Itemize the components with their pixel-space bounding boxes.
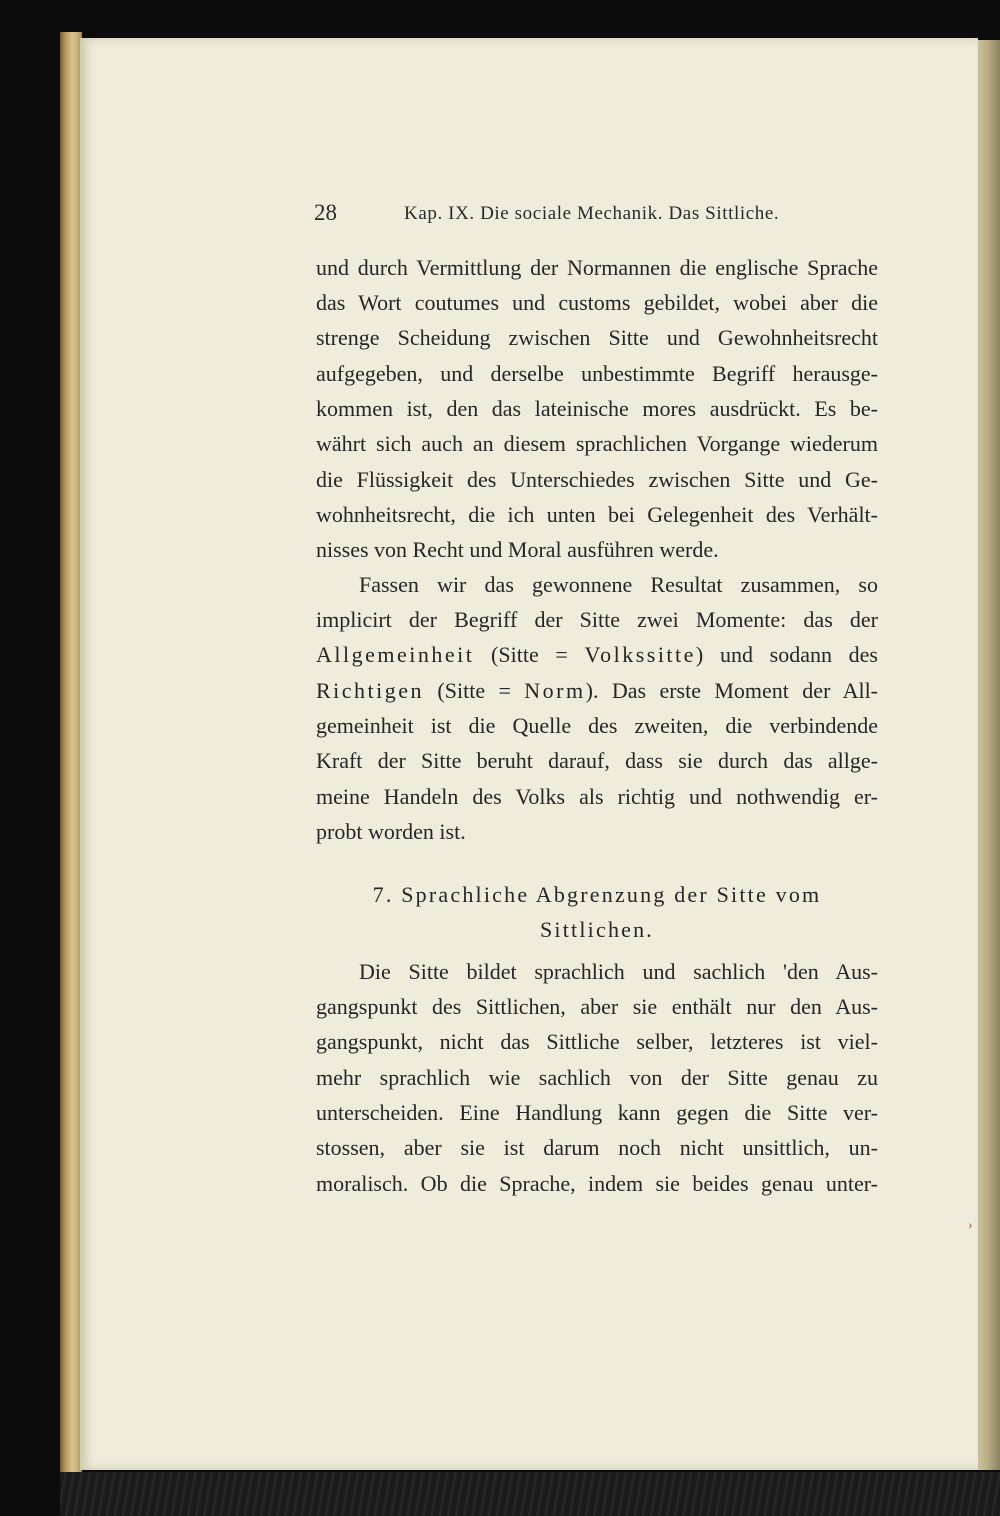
page-edges-left <box>60 32 82 1472</box>
book-binding-bottom <box>60 1472 1000 1516</box>
emphasized-term: Norm <box>524 678 586 703</box>
text-line: gangspunkt, nicht das Sittliche selber, letzteres ist viel- <box>316 1029 878 1054</box>
text-line <box>316 637 878 672</box>
text-line: und durch Vermittlung der Normannen die englische Sprache <box>316 255 878 280</box>
text-line: währt sich auch an diesem sprachlichen Vorgange wiederum <box>316 431 878 456</box>
emphasized-term: Volkssitte <box>584 642 696 667</box>
margin-mark: › <box>968 1218 973 1233</box>
inline-text: ) und sodann des <box>695 642 878 667</box>
section-heading-line-2: Sittlichen. <box>539 917 655 942</box>
text-line: Kraft der Sitte beruht darauf, dass sie durch das allge- <box>316 748 878 773</box>
emphasized-term: Allgemeinheit <box>316 642 475 667</box>
text-line: meine Handeln des Volks als richtig und nothwendig er- <box>316 784 878 809</box>
inline-text: (Sitte = <box>474 642 585 667</box>
text-line: stossen, aber sie ist darum noch nicht unsittlich, un- <box>316 1135 878 1160</box>
text-line: Fassen wir das gewonnene Resultat zusammen, so <box>359 572 878 597</box>
text-line: strenge Scheidung zwischen Sitte und Gewohnheitsrecht <box>316 325 878 350</box>
text-line: gemeinheit ist die Quelle des zweiten, die verbindende <box>316 713 878 738</box>
text-line: implicirt der Begriff der Sitte zwei Momente: das der <box>316 607 878 632</box>
text-line: die Flüssigkeit des Unterschiedes zwischen Sitte und Ge- <box>316 467 878 492</box>
text-line: probt worden ist. <box>316 819 466 844</box>
text-line: kommen ist, den das lateinische mores ausdrückt. Es be- <box>316 396 878 421</box>
emphasized-term: Richtigen <box>316 678 425 703</box>
text-line: moralisch. Ob die Sprache, indem sie beides genau unter- <box>316 1171 878 1196</box>
text-line: nisses von Recht und Moral ausführen werde. <box>316 537 719 562</box>
page-number: 28 <box>314 200 337 225</box>
text-line: wohnheitsrecht, die ich unten bei Gelegenheit des Verhält- <box>316 502 878 527</box>
inline-text: (Sitte = <box>424 678 525 703</box>
text-line: aufgegeben, und derselbe unbestimmte Begriff herausge- <box>316 361 878 386</box>
text-line: das Wort coutumes und customs gebildet, wobei aber die <box>316 290 878 315</box>
page-header <box>314 200 882 234</box>
section-heading-line-1: 7. Sprachliche Abgrenzung der Sitte vom <box>372 882 822 907</box>
text-line: gangspunkt des Sittlichen, aber sie enthält nur den Aus- <box>316 994 878 1019</box>
inline-text: ). Das erste Moment der All- <box>585 678 879 703</box>
text-line <box>316 673 878 708</box>
running-head: Kap. IX. Die sociale Mechanik. Das Sittliche. <box>404 203 780 224</box>
page-edges-right <box>975 40 1000 1470</box>
text-line: mehr sprachlich wie sachlich von der Sitte genau zu <box>316 1065 878 1090</box>
text-line: unterscheiden. Eine Handlung kann gegen die Sitte ver- <box>316 1100 878 1125</box>
text-line: Die Sitte bildet sprachlich und sachlich 'den Aus- <box>359 959 878 984</box>
